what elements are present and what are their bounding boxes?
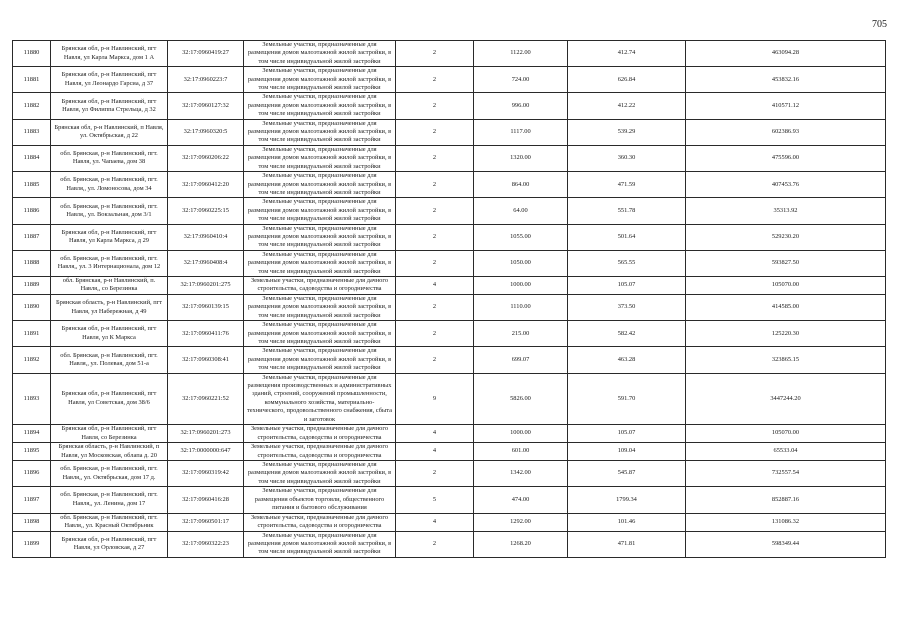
specific-value-cell: 1799.34 bbox=[568, 487, 686, 513]
specific-value-cell: 582.42 bbox=[568, 321, 686, 347]
address-cell: Брянская обл, р-н Навлинский, пгт Навля, со Березинка bbox=[51, 425, 168, 443]
land-use-cell: Земельные участки, предназначенные для размещения домов малоэтажной жилой застройки, в том числе индивидуальной жилой застройки bbox=[244, 531, 396, 557]
land-use-cell: Земельные участки, предназначенные для дачного строительства, садоводства и огородничества bbox=[244, 513, 396, 531]
cadastral-number-cell: 32:17:0960201:273 bbox=[168, 425, 244, 443]
land-use-group-cell: 4 bbox=[396, 443, 474, 461]
page-number: 705 bbox=[872, 19, 887, 30]
record-number-cell: 11883 bbox=[13, 119, 51, 145]
address-cell: Брянская обл, р-н Навлинский, пгт Навля, ул Филиппа Стрельца, д 32 bbox=[51, 93, 168, 119]
record-number-cell: 11894 bbox=[13, 425, 51, 443]
cadastral-value-cell: 105070.00 bbox=[686, 425, 886, 443]
area-cell: 699.07 bbox=[474, 347, 568, 373]
area-cell: 474.00 bbox=[474, 487, 568, 513]
area-cell: 601.00 bbox=[474, 443, 568, 461]
record-number-cell: 11899 bbox=[13, 531, 51, 557]
cadastral-value-cell: 131086.32 bbox=[686, 513, 886, 531]
cadastral-value-cell: 453832.16 bbox=[686, 67, 886, 93]
record-number-cell: 11882 bbox=[13, 93, 51, 119]
table-body bbox=[13, 41, 886, 558]
address-cell: обл. Брянская, р-н Навлинский, пгт. Навля,, ул. Красный Октябрьник bbox=[51, 513, 168, 531]
table-row bbox=[13, 531, 886, 557]
cadastral-value-cell: 852887.16 bbox=[686, 487, 886, 513]
land-use-cell: Земельные участки, предназначенные для размещения домов малоэтажной жилой застройки, в том числе индивидуальной жилой застройки bbox=[244, 198, 396, 224]
cadastral-value-cell: 407453.76 bbox=[686, 172, 886, 198]
land-use-cell: Земельные участки, предназначенные для размещения домов малоэтажной жилой застройки, в том числе индивидуальной жилой застройки bbox=[244, 67, 396, 93]
specific-value-cell: 412.74 bbox=[568, 41, 686, 67]
address-cell: обл. Брянская, р-н Навлинский, пгт. Навля,, ул. Ломоносова, дом 34 bbox=[51, 172, 168, 198]
land-use-group-cell: 5 bbox=[396, 487, 474, 513]
area-cell: 996.00 bbox=[474, 93, 568, 119]
record-number-cell: 11887 bbox=[13, 224, 51, 250]
area-cell: 864.00 bbox=[474, 172, 568, 198]
record-number-cell: 11896 bbox=[13, 461, 51, 487]
area-cell: 5826.00 bbox=[474, 373, 568, 424]
cadastral-number-cell: 32:17:0960322:23 bbox=[168, 531, 244, 557]
address-cell: обл. Брянская, р-н Навлинский, пгт. Навля, ул. Чапаева, дом 38 bbox=[51, 145, 168, 171]
cadastral-number-cell: 32:17:0960201:275 bbox=[168, 276, 244, 294]
cadastral-number-cell: 32:17:0960416:28 bbox=[168, 487, 244, 513]
record-number-cell: 11880 bbox=[13, 41, 51, 67]
table-row bbox=[13, 276, 886, 294]
address-cell: обл. Брянская, р-н Навлинский, пгт. Навля,, ул. Ленина, дом 17 bbox=[51, 487, 168, 513]
land-use-group-cell: 2 bbox=[396, 250, 474, 276]
area-cell: 1055.00 bbox=[474, 224, 568, 250]
record-number-cell: 11897 bbox=[13, 487, 51, 513]
area-cell: 1000.00 bbox=[474, 425, 568, 443]
cadastral-value-cell: 732557.54 bbox=[686, 461, 886, 487]
address-cell: обл. Брянская, р-н Навлинский, пгт. Навля,, ул. 3 Интернационала, дом 12 bbox=[51, 250, 168, 276]
land-use-group-cell: 2 bbox=[396, 347, 474, 373]
record-number-cell: 11881 bbox=[13, 67, 51, 93]
specific-value-cell: 551.78 bbox=[568, 198, 686, 224]
table-row bbox=[13, 119, 886, 145]
specific-value-cell: 463.28 bbox=[568, 347, 686, 373]
cadastral-value-table bbox=[12, 40, 886, 558]
specific-value-cell: 373.50 bbox=[568, 294, 686, 320]
cadastral-value-cell: 410571.12 bbox=[686, 93, 886, 119]
cadastral-number-cell: 32:17:0960139:15 bbox=[168, 294, 244, 320]
address-cell: обл. Брянская, р-н Навлинский, пгт. Навля,, ул. Вокзальная, дом 3/1 bbox=[51, 198, 168, 224]
specific-value-cell: 545.87 bbox=[568, 461, 686, 487]
land-use-group-cell: 2 bbox=[396, 321, 474, 347]
land-use-cell: Земельные участки, предназначенные для размещения домов малоэтажной жилой застройки, в том числе индивидуальной жилой застройки bbox=[244, 321, 396, 347]
land-use-cell: Земельные участки, предназначенные для размещения домов малоэтажной жилой застройки, в том числе индивидуальной жилой застройки bbox=[244, 250, 396, 276]
land-use-group-cell: 2 bbox=[396, 198, 474, 224]
table-row bbox=[13, 172, 886, 198]
land-use-group-cell: 4 bbox=[396, 513, 474, 531]
land-use-cell: Земельные участки, предназначенные для дачного строительства, садоводства и огородничества bbox=[244, 443, 396, 461]
land-use-group-cell: 2 bbox=[396, 294, 474, 320]
area-cell: 1268.20 bbox=[474, 531, 568, 557]
land-use-group-cell: 2 bbox=[396, 172, 474, 198]
cadastral-number-cell: 32:17:0000000:647 bbox=[168, 443, 244, 461]
area-cell: 724.00 bbox=[474, 67, 568, 93]
record-number-cell: 11886 bbox=[13, 198, 51, 224]
table-row bbox=[13, 443, 886, 461]
area-cell: 1292.00 bbox=[474, 513, 568, 531]
cadastral-number-cell: 32:17:0960308:41 bbox=[168, 347, 244, 373]
record-number-cell: 11885 bbox=[13, 172, 51, 198]
table-row bbox=[13, 487, 886, 513]
cadastral-number-cell: 32:17:0960319:42 bbox=[168, 461, 244, 487]
table-row bbox=[13, 294, 886, 320]
cadastral-value-cell: 125220.30 bbox=[686, 321, 886, 347]
land-use-cell: Земельные участки, предназначенные для размещения домов малоэтажной жилой застройки, в том числе индивидуальной жилой застройки bbox=[244, 41, 396, 67]
cadastral-value-cell: 3447244.20 bbox=[686, 373, 886, 424]
cadastral-value-cell: 323865.15 bbox=[686, 347, 886, 373]
record-number-cell: 11893 bbox=[13, 373, 51, 424]
land-use-cell: Земельные участки, предназначенные для размещения домов малоэтажной жилой застройки, в том числе индивидуальной жилой застройки bbox=[244, 172, 396, 198]
area-cell: 1320.00 bbox=[474, 145, 568, 171]
address-cell: Брянская обл, р-н Навлинский, пгт Навля, ул К Маркса bbox=[51, 321, 168, 347]
land-use-group-cell: 2 bbox=[396, 145, 474, 171]
cadastral-value-cell: 602386.93 bbox=[686, 119, 886, 145]
record-number-cell: 11892 bbox=[13, 347, 51, 373]
cadastral-value-cell: 414585.00 bbox=[686, 294, 886, 320]
land-use-group-cell: 2 bbox=[396, 531, 474, 557]
land-use-cell: Земельные участки, предназначенные для дачного строительства, садоводства и огородничества bbox=[244, 276, 396, 294]
cadastral-number-cell: 32:17:0960408:4 bbox=[168, 250, 244, 276]
land-use-cell: Земельные участки, предназначенные для размещения производственных и административных зданий, строений, сооружений промышленности, коммунального хозяйства, материально-технического, продовольственного снабжения, сбыта и заготовок bbox=[244, 373, 396, 424]
land-use-group-cell: 2 bbox=[396, 224, 474, 250]
area-cell: 1117.00 bbox=[474, 119, 568, 145]
table-row bbox=[13, 321, 886, 347]
land-use-cell: Земельные участки, предназначенные для размещения объектов торговли, общественного питания и бытового обслуживания bbox=[244, 487, 396, 513]
land-use-cell: Земельные участки, предназначенные для дачного строительства, садоводства и огородничества bbox=[244, 425, 396, 443]
land-use-group-cell: 9 bbox=[396, 373, 474, 424]
specific-value-cell: 109.04 bbox=[568, 443, 686, 461]
record-number-cell: 11889 bbox=[13, 276, 51, 294]
area-cell: 1000.00 bbox=[474, 276, 568, 294]
area-cell: 64.00 bbox=[474, 198, 568, 224]
cadastral-number-cell: 32:17:0960410:4 bbox=[168, 224, 244, 250]
land-use-cell: Земельные участки, предназначенные для размещения домов малоэтажной жилой застройки, в том числе индивидуальной жилой застройки bbox=[244, 461, 396, 487]
land-use-cell: Земельные участки, предназначенные для размещения домов малоэтажной жилой застройки, в том числе индивидуальной жилой застройки bbox=[244, 224, 396, 250]
table-row bbox=[13, 41, 886, 67]
cadastral-number-cell: 32:17:0960320:5 bbox=[168, 119, 244, 145]
land-use-group-cell: 2 bbox=[396, 119, 474, 145]
table-row bbox=[13, 67, 886, 93]
land-use-cell: Земельные участки, предназначенные для размещения домов малоэтажной жилой застройки, в том числе индивидуальной жилой застройки bbox=[244, 119, 396, 145]
table-row bbox=[13, 347, 886, 373]
land-use-group-cell: 2 bbox=[396, 67, 474, 93]
address-cell: обл. Брянская, р-н Навлинский, пгт. Навля,, ул. Октябрьская, дом 17 д. bbox=[51, 461, 168, 487]
address-cell: Брянская обл, р-н Навлинский, п Навля, ул. Октябрьская, д 22 bbox=[51, 119, 168, 145]
specific-value-cell: 360.30 bbox=[568, 145, 686, 171]
cadastral-value-cell: 593827.50 bbox=[686, 250, 886, 276]
specific-value-cell: 101.46 bbox=[568, 513, 686, 531]
cadastral-number-cell: 32:17:0960127:32 bbox=[168, 93, 244, 119]
cadastral-value-cell: 598349.44 bbox=[686, 531, 886, 557]
specific-value-cell: 471.81 bbox=[568, 531, 686, 557]
cadastral-number-cell: 32:17:0960223:7 bbox=[168, 67, 244, 93]
table-row bbox=[13, 461, 886, 487]
record-number-cell: 11891 bbox=[13, 321, 51, 347]
cadastral-number-cell: 32:17:0960221:52 bbox=[168, 373, 244, 424]
specific-value-cell: 105.07 bbox=[568, 276, 686, 294]
record-number-cell: 11898 bbox=[13, 513, 51, 531]
table-row bbox=[13, 198, 886, 224]
area-cell: 1050.00 bbox=[474, 250, 568, 276]
cadastral-value-cell: 65533.04 bbox=[686, 443, 886, 461]
specific-value-cell: 626.84 bbox=[568, 67, 686, 93]
table-row bbox=[13, 93, 886, 119]
specific-value-cell: 471.59 bbox=[568, 172, 686, 198]
specific-value-cell: 105.07 bbox=[568, 425, 686, 443]
specific-value-cell: 501.64 bbox=[568, 224, 686, 250]
address-cell: Брянская обл, р-н Навлинский, пгт Навля, ул Карла Маркса, д 29 bbox=[51, 224, 168, 250]
record-number-cell: 11888 bbox=[13, 250, 51, 276]
table-row bbox=[13, 373, 886, 424]
record-number-cell: 11890 bbox=[13, 294, 51, 320]
land-use-cell: Земельные участки, предназначенные для размещения домов малоэтажной жилой застройки, в том числе индивидуальной жилой застройки bbox=[244, 294, 396, 320]
cadastral-value-cell: 35313.92 bbox=[686, 198, 886, 224]
table-row bbox=[13, 513, 886, 531]
land-use-cell: Земельные участки, предназначенные для размещения домов малоэтажной жилой застройки, в том числе индивидуальной жилой застройки bbox=[244, 347, 396, 373]
cadastral-value-cell: 529230.20 bbox=[686, 224, 886, 250]
area-cell: 1122.00 bbox=[474, 41, 568, 67]
address-cell: Брянская обл, р-н Навлинский, пгт Навля, ул Леонардо Гарсиа, д 37 bbox=[51, 67, 168, 93]
area-cell: 1110.00 bbox=[474, 294, 568, 320]
cadastral-number-cell: 32:17:0960225:15 bbox=[168, 198, 244, 224]
land-use-cell: Земельные участки, предназначенные для размещения домов малоэтажной жилой застройки, в том числе индивидуальной жилой застройки bbox=[244, 93, 396, 119]
land-use-group-cell: 2 bbox=[396, 461, 474, 487]
table-row bbox=[13, 145, 886, 171]
record-number-cell: 11895 bbox=[13, 443, 51, 461]
address-cell: Брянская обл, р-н Навлинский, пгт Навля, ул Советская, дом 38/6 bbox=[51, 373, 168, 424]
address-cell: Брянская область, р-н Навлинский, п Навля, ул Московская, облапа д. 20 bbox=[51, 443, 168, 461]
cadastral-value-cell: 105070.00 bbox=[686, 276, 886, 294]
record-number-cell: 11884 bbox=[13, 145, 51, 171]
land-use-group-cell: 4 bbox=[396, 425, 474, 443]
area-cell: 1342.00 bbox=[474, 461, 568, 487]
cadastral-number-cell: 32:17:0960501:17 bbox=[168, 513, 244, 531]
land-use-group-cell: 4 bbox=[396, 276, 474, 294]
land-use-group-cell: 2 bbox=[396, 41, 474, 67]
cadastral-number-cell: 32:17:0960419:27 bbox=[168, 41, 244, 67]
land-use-group-cell: 2 bbox=[396, 93, 474, 119]
specific-value-cell: 591.70 bbox=[568, 373, 686, 424]
area-cell: 215.00 bbox=[474, 321, 568, 347]
cadastral-value-cell: 463094.28 bbox=[686, 41, 886, 67]
table-row bbox=[13, 425, 886, 443]
cadastral-number-cell: 32:17:0960206:22 bbox=[168, 145, 244, 171]
address-cell: обл. Брянская, р-н Навлинский, п. Навля,, со Березинка bbox=[51, 276, 168, 294]
address-cell: Брянская область, р-н Навлинский, пгт Навля, ул Набережная, д 49 bbox=[51, 294, 168, 320]
specific-value-cell: 539.29 bbox=[568, 119, 686, 145]
address-cell: Брянская обл, р-н Навлинский, пгт Навля, ул Карла Маркса, дом 1 А bbox=[51, 41, 168, 67]
specific-value-cell: 412.22 bbox=[568, 93, 686, 119]
address-cell: обл. Брянская, р-н Навлинский, пгт. Навля,, ул. Полевая, дом 51-а bbox=[51, 347, 168, 373]
cadastral-number-cell: 32:17:0960411:76 bbox=[168, 321, 244, 347]
cadastral-value-cell: 475596.00 bbox=[686, 145, 886, 171]
cadastral-number-cell: 32:17:0960412:20 bbox=[168, 172, 244, 198]
land-use-cell: Земельные участки, предназначенные для размещения домов малоэтажной жилой застройки, в том числе индивидуальной жилой застройки bbox=[244, 145, 396, 171]
table-row bbox=[13, 224, 886, 250]
address-cell: Брянская обл, р-н Навлинский, пгт Навля, ул Орловская, д 27 bbox=[51, 531, 168, 557]
specific-value-cell: 565.55 bbox=[568, 250, 686, 276]
table-row bbox=[13, 250, 886, 276]
